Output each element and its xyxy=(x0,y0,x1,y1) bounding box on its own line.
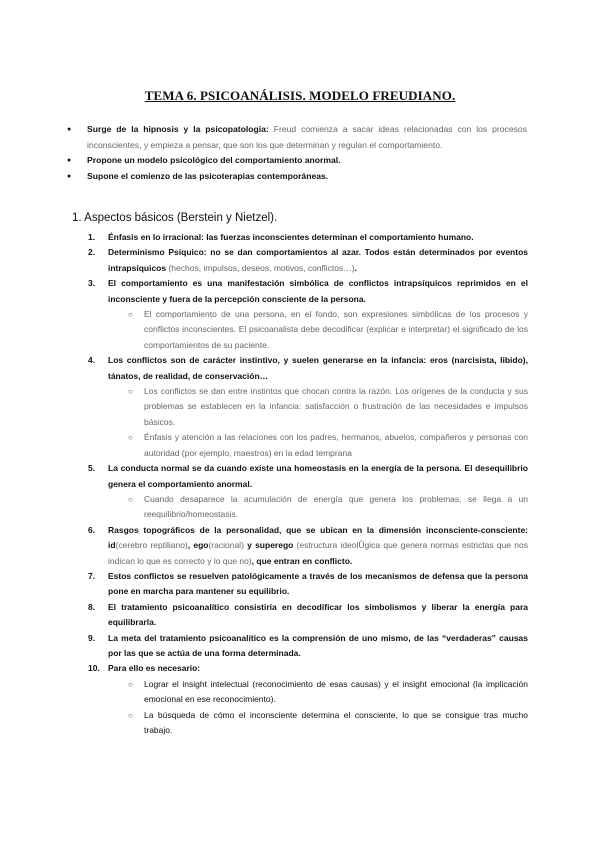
list-item xyxy=(88,569,528,600)
item-tail: . xyxy=(354,262,357,273)
item-number: 5. xyxy=(88,463,96,474)
item-number: 3. xyxy=(88,278,96,289)
item-text: La conducta normal se da cuando existe una homeostasis en la energía de la persona. El desequilibrio genera el comportamiento anormal. xyxy=(108,463,528,489)
sub-list xyxy=(108,307,528,353)
sub-item: ○ Énfasis y atención a las relaciones con los padres, hermanos, abuelos, compañeros y personas con autoridad (por ejemplo, maestros) en la edad temprana xyxy=(144,430,528,461)
sub-item: ○ La búsqueda de cómo el inconsciente determina el consciente, lo que se consigue tras mucho trabajo. xyxy=(144,708,528,739)
list-item xyxy=(88,631,528,662)
item-number: 10. xyxy=(88,663,100,674)
list-item xyxy=(88,661,528,738)
item-text: Estos conflictos se resuelven patológicamente a través de los mecanismos de defensa que la persona pone en marcha para mantener su equilibrio. xyxy=(108,570,528,597)
item-text: , que entran en conflicto. xyxy=(251,555,353,566)
section-heading: 1. Aspectos básicos (Berstein y Nietzel). xyxy=(72,212,278,224)
item-gray-text: (cerebro reptiliano) xyxy=(115,540,188,551)
item-text: Rasgos topográficos de la personalidad, que se ubican en la dimensión inconsciente-consciente: id xyxy=(108,524,528,551)
intro-bullet xyxy=(87,153,527,169)
sub-list xyxy=(108,677,528,739)
list-item xyxy=(88,276,528,353)
item-number: 6. xyxy=(88,524,96,535)
item-text: Para ello es necesario: xyxy=(108,663,201,674)
sub-item: ○ Lograr el insight intelectual (reconocimiento de esas causas) y el insight emocional (la implicación emocional en ese reconocimiento). xyxy=(144,677,528,708)
sub-item: ○ El comportamiento de una persona, en el fondo, son expresiones simbólicas de los procesos y conflictos inconscientes. El psicoanalista debe decodificar (explicar e interpretar) el significado de los comportamientos de su paciente. xyxy=(144,307,528,353)
list-item xyxy=(88,461,528,523)
bullet-lead: Surge de la hipnosis y la psicopatología: xyxy=(87,124,269,134)
item-text: El comportamiento es una manifestación simbólica de conflictos intrapsíquicos reprimidos en el inconsciente y fuera de la percepción consciente de la persona. xyxy=(108,278,528,304)
item-text: Los conflictos son de carácter instintivo, y suelen generarse en la infancia: eros (narcisista, libido), tánatos, de realidad, de conservación… xyxy=(108,355,528,381)
item-text: Determinismo Psíquico: no se dan comportamientos al azar. Todos están determinados por eventos intrapsíquicos xyxy=(108,247,528,273)
item-text: , ego xyxy=(187,540,209,551)
item-number: 9. xyxy=(88,632,96,643)
intro-bullet-list xyxy=(87,122,527,184)
item-text: Énfasis en lo irracional: las fuerzas inconscientes determinan el comportamiento humano. xyxy=(108,232,474,242)
intro-bullet xyxy=(87,122,527,153)
list-item xyxy=(88,600,528,631)
numbered-list xyxy=(88,230,528,738)
item-number: 4. xyxy=(88,355,96,366)
list-item xyxy=(88,245,528,276)
sub-list xyxy=(108,384,528,461)
item-gray-text: (hechos, impulsos, deseos, motivos, conflictos…) xyxy=(166,262,355,273)
sub-item: ○ Cuando desaparece la acumulación de energía que genera los problemas, se llega a un reequilibrio/homeostasis. xyxy=(144,492,528,523)
item-text: La meta del tratamiento psicoanalítico es la comprensión de uno mismo, de las “verdaderas” causas por las que se actúa de una forma determinada. xyxy=(108,632,528,658)
bullet-lead: Propone un modelo psicológico del comportamiento anormal. xyxy=(87,155,341,165)
list-item xyxy=(88,353,528,461)
item-text: y superego xyxy=(243,540,297,551)
sub-item: ○ Los conflictos se dan entre instintos que chocan contra la razón. Los orígenes de la conducta y sus problemas se establecen en la infancia: satisfacción o frustración de las necesidades e impulsos básicos. xyxy=(144,384,528,430)
sub-list xyxy=(108,492,528,523)
bullet-text: Freud comienza a sacar ideas relacionadas con los procesos inconscientes, y empieza a pensar, que son los que determinan y regulan el comportamiento. xyxy=(87,124,528,150)
page-title: TEMA 6. PSICOANÁLISIS. MODELO FREUDIANO. xyxy=(144,88,456,103)
item-gray-text: (estructura ideolÛgica que genera normas estrictas que nos indican lo que es correcto y lo que no) xyxy=(108,540,528,566)
item-number: 8. xyxy=(88,601,96,612)
item-text: El tratamiento psicoanalítico consistiría en decodificar los simbolismos y liberar la energía para equilibrarla. xyxy=(108,601,528,628)
item-number: 7. xyxy=(88,570,96,581)
item-gray-text: (racional) xyxy=(208,540,244,551)
list-item xyxy=(88,230,528,245)
list-item xyxy=(88,523,528,569)
bullet-lead: Supone el comienzo de las psicoterapias contemporáneas. xyxy=(87,170,329,181)
intro-bullet xyxy=(87,169,527,185)
item-number: 1. xyxy=(88,232,96,242)
item-number: 2. xyxy=(88,247,96,258)
